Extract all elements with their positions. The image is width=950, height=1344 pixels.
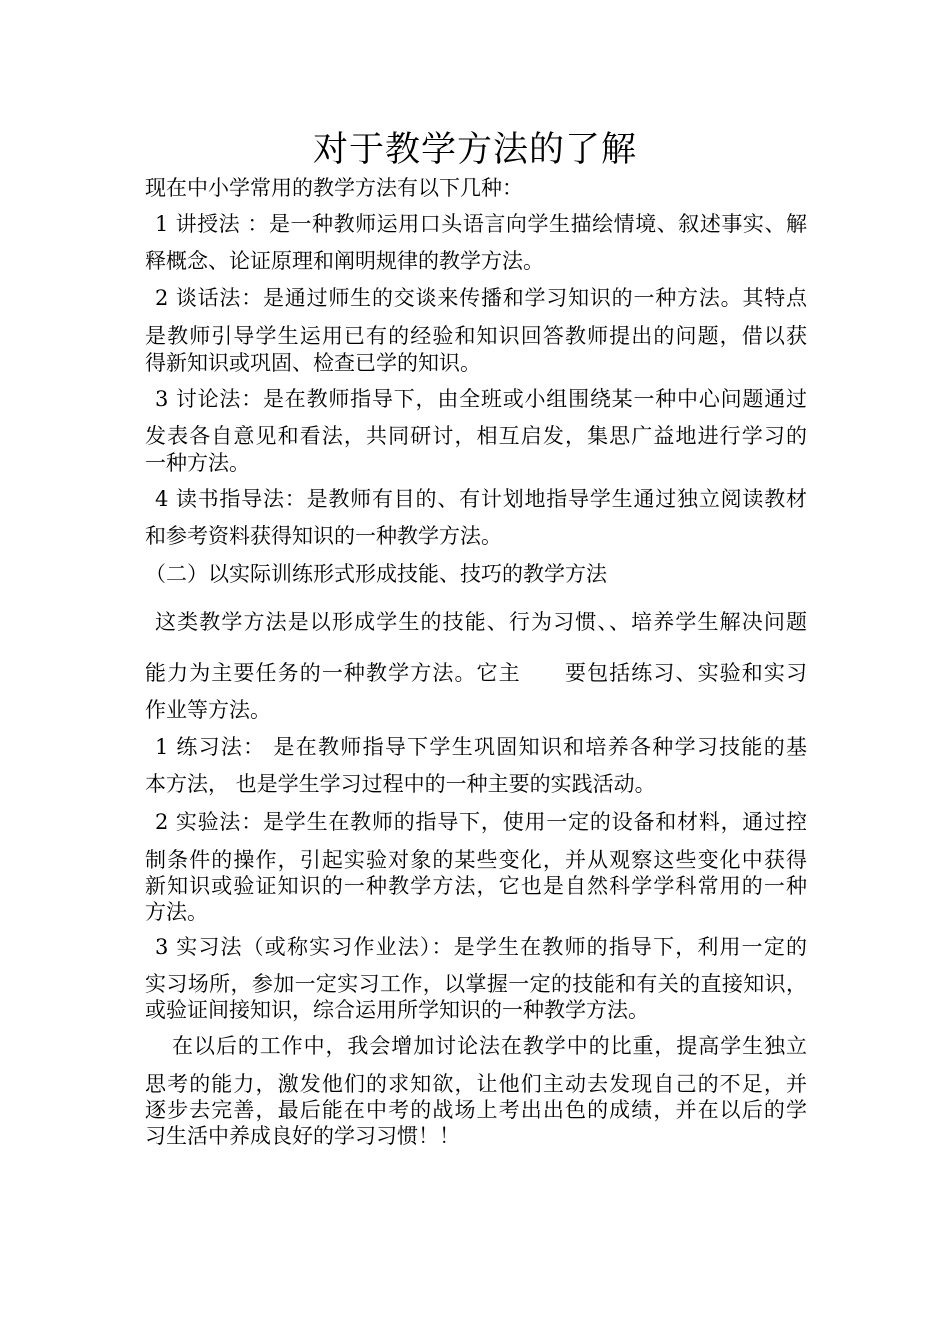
conclusion-line-3: 逐步去完善，最后能在中考的战场上考出出色的成绩，并在以后的学 bbox=[145, 1098, 807, 1122]
method-1-lecture-line-1: 1 讲授法 ：是一种教师运用口头语言向学生描绘情境、叙述事实、解 bbox=[155, 212, 807, 236]
method-2-talk-line-3: 得新知识或巩固、检查已学的知识。 bbox=[145, 351, 481, 375]
section-2-intro-line-1: 这类教学方法是以形成学生的技能、行为习惯、、培养学生解决问题 bbox=[155, 610, 807, 634]
conclusion-line-1: 在以后的工作中，我会增加讨论法在教学中的比重，提高学生独立 bbox=[172, 1034, 807, 1058]
method-experiment-line-2: 制条件的操作，引起实验对象的某些变化，并从观察这些变化中获得 bbox=[145, 848, 807, 872]
method-2-talk-line-1: 2 谈话法：是通过师生的交谈来传播和学习知识的一种方法。其特点 bbox=[155, 286, 807, 310]
method-3-discussion-line-2: 发表各自意见和看法，共同研讨，相互启发，集思广益地进行学习的 bbox=[145, 424, 807, 448]
method-practice-line-1: 1 练习法： 是在教师指导下学生巩固知识和培养各种学习技能的基 bbox=[155, 735, 807, 759]
intro-line: 现在中小学常用的教学方法有以下几种： bbox=[145, 176, 523, 200]
method-experiment-line-4: 方法。 bbox=[145, 900, 208, 924]
page-title: 对于教学方法的了解 bbox=[312, 130, 637, 170]
section-2-intro-line-2: 能力为主要任务的一种教学方法。它主 要包括练习、实验和实习 bbox=[145, 661, 807, 685]
method-experiment-line-3: 新知识或验证知识的一种教学方法，它也是自然科学学科常用的一种 bbox=[145, 874, 807, 898]
method-4-reading-line-1: 4 读书指导法：是教师有目的、有计划地指导学生通过独立阅读教材 bbox=[155, 487, 807, 511]
method-internship-line-2: 实习场所，参加一定实习工作，以掌握一定的技能和有关的直接知识， bbox=[145, 972, 807, 996]
conclusion-line-2: 思考的能力，激发他们的求知欲，让他们主动去发现自己的不足，并 bbox=[145, 1072, 807, 1096]
section-heading-2: （二）以实际训练形式形成技能、技巧的教学方法 bbox=[145, 562, 607, 586]
section-2-intro-line-3: 作业等方法。 bbox=[145, 698, 271, 722]
method-practice-line-2: 本方法， 也是学生学习过程中的一种主要的实践活动。 bbox=[145, 772, 656, 796]
method-internship-line-1: 3 实习法（或称实习作业法）：是学生在教师的指导下，利用一定的 bbox=[155, 935, 807, 959]
method-3-discussion-line-1: 3 讨论法：是在教师指导下，由全班或小组围绕某一种中心问题通过 bbox=[155, 387, 807, 411]
conclusion-line-4: 习生活中养成良好的学习习惯！！ bbox=[145, 1124, 460, 1148]
method-2-talk-line-2: 是教师引导学生运用已有的经验和知识回答教师提出的问题，借以获 bbox=[145, 324, 807, 348]
method-experiment-line-1: 2 实验法：是学生在教师的指导下，使用一定的设备和材料，通过控 bbox=[155, 810, 807, 834]
method-1-lecture-line-2: 释概念、论证原理和阐明规律的教学方法。 bbox=[145, 249, 544, 273]
method-3-discussion-line-3: 一种方法。 bbox=[145, 451, 250, 475]
method-internship-line-3: 或验证间接知识，综合运用所学知识的一种教学方法。 bbox=[145, 998, 649, 1022]
method-4-reading-line-2: 和参考资料获得知识的一种教学方法。 bbox=[145, 524, 502, 548]
